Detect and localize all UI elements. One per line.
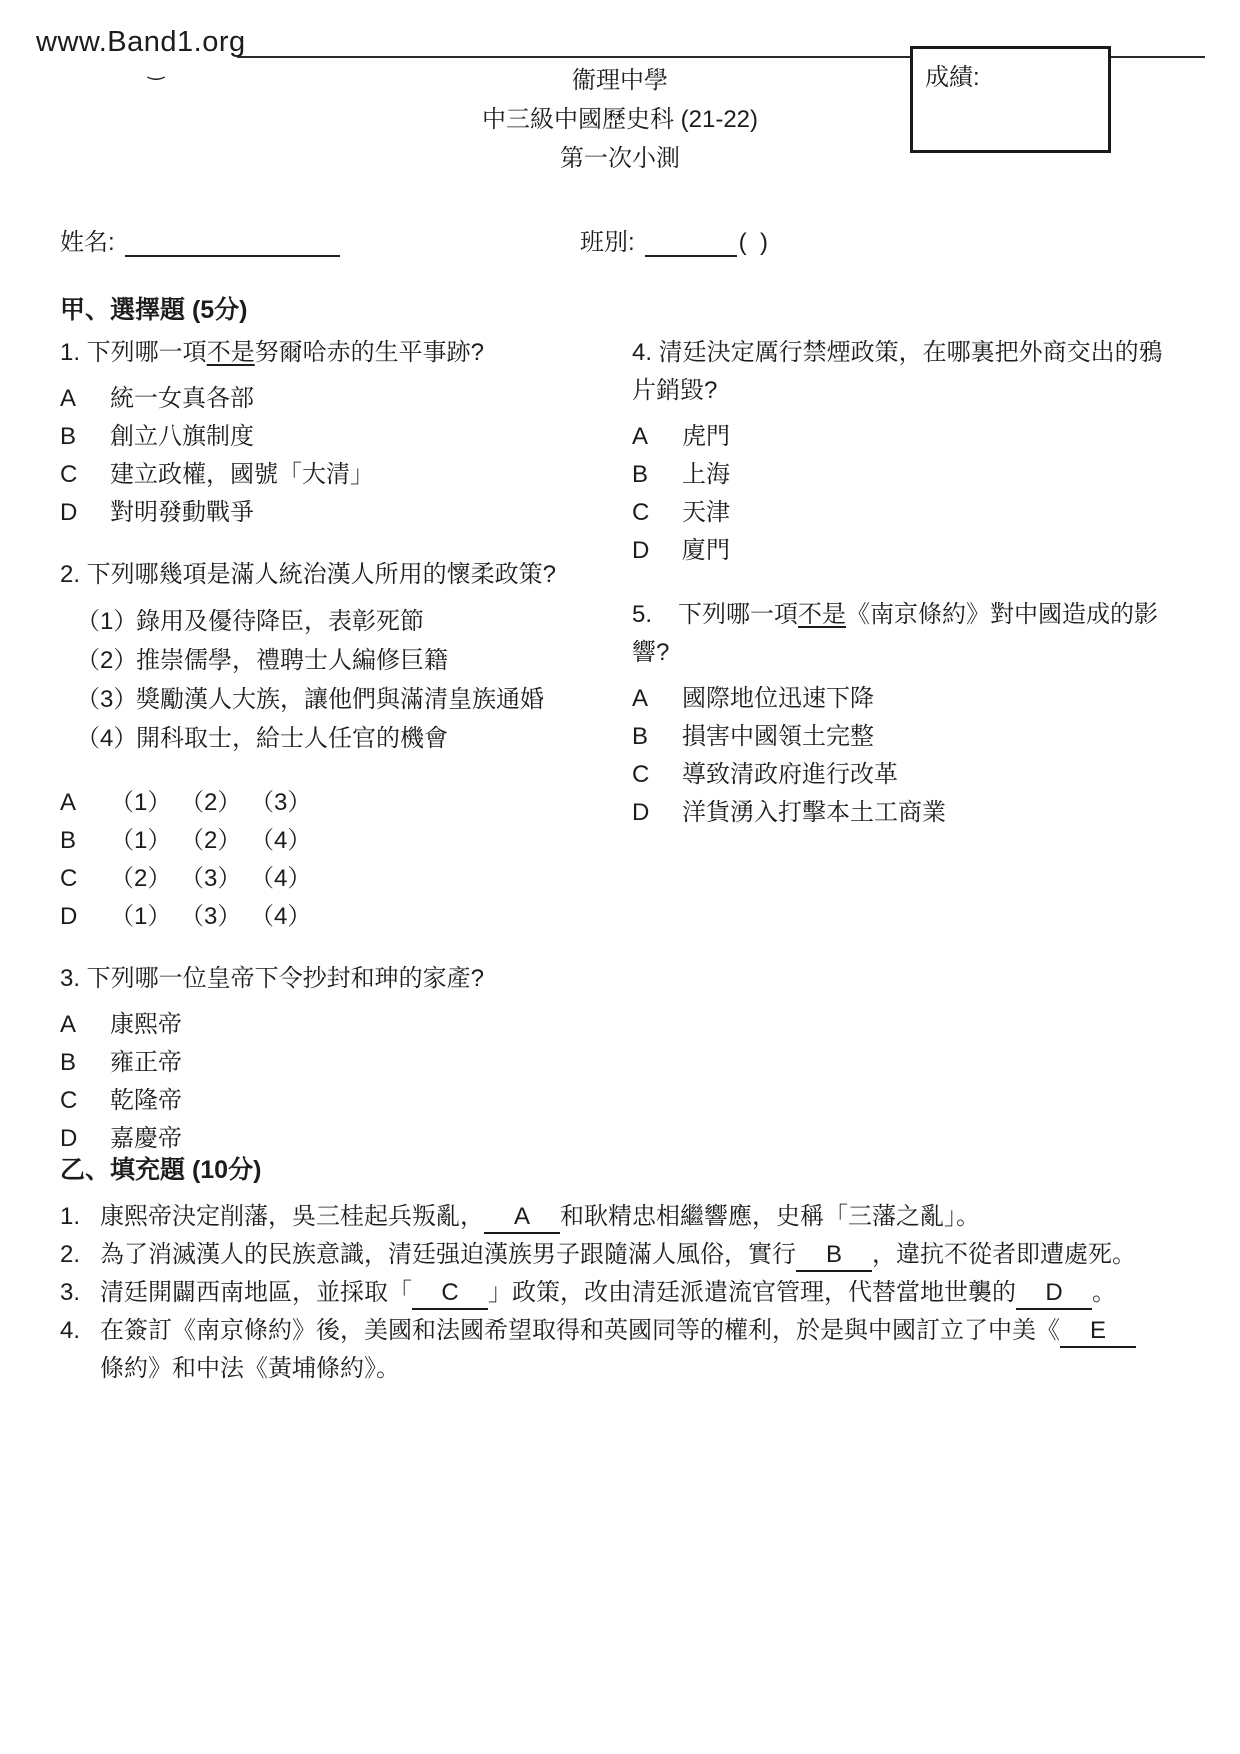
section-b (60, 1150, 1190, 1388)
combo-item: （4） (250, 903, 312, 930)
fill-segment: ，違抗不從者即遭處死。 (872, 1241, 1136, 1268)
question-5-pre: 下列哪一項 (678, 601, 799, 628)
option-letter: B (632, 723, 649, 750)
option-row (632, 718, 1177, 756)
score-box (910, 46, 1111, 153)
fill-blank-C: C (412, 1278, 488, 1310)
option-text: 建立政權，國號「大清」 (110, 461, 374, 488)
option-letter: D (632, 799, 650, 826)
question-1 (60, 334, 620, 532)
fill-segment: 和耿精忠相繼響應，史稱「三藩之亂」。 (560, 1203, 980, 1230)
option-letter: A (60, 789, 77, 816)
question-5 (632, 596, 1177, 832)
option-row (60, 898, 620, 936)
fill-item-number: 1. (60, 1203, 81, 1230)
question-2-options (60, 784, 620, 936)
question-5-underlined: 不是 (798, 601, 847, 628)
option-text: 損害中國領土完整 (682, 723, 874, 750)
statement-text: 錄用及優待降臣，表彰死節 (136, 608, 424, 635)
option-row (60, 418, 620, 456)
option-text: 導致清政府進行改革 (682, 761, 898, 788)
questions-column-right (632, 334, 1177, 832)
combo-item: （3） (250, 789, 312, 816)
question-4-text: 4. 清廷決定厲行禁煙政策，在哪裏把外商交出的鴉片銷毀? (632, 339, 1163, 404)
option-text: 廈門 (682, 537, 730, 564)
combo-item: （4） (250, 827, 312, 854)
combo-item: （4） (250, 865, 312, 892)
fill-item-3 (60, 1274, 1190, 1312)
question-5-number: 5. (632, 601, 653, 628)
combo-item: （2） (110, 865, 172, 892)
fill-segment: 」政策，改由清廷派遣流官管理，代替當地世襲的 (488, 1279, 1016, 1306)
name-field (125, 233, 340, 257)
question-1-pre: 1. 下列哪一項 (60, 339, 207, 366)
option-row (60, 860, 620, 898)
option-row (60, 456, 620, 494)
fill-item-text (100, 1312, 1140, 1388)
option-letter: B (60, 1049, 77, 1076)
fill-item-text (100, 1198, 1140, 1236)
fill-item-1 (60, 1198, 1190, 1236)
question-1-underlined: 不是 (206, 339, 255, 366)
question-3-options (60, 1006, 620, 1158)
option-text: 創立八旗制度 (110, 423, 254, 450)
option-row (632, 680, 1177, 718)
fill-segment: 在簽訂《南京條約》後，美國和法國希望取得和英國同等的權利，於是與中國訂立了中美《 (100, 1317, 1060, 1344)
fill-blank-D: D (1016, 1278, 1092, 1310)
option-letter: C (632, 499, 650, 526)
logo-smile-mark: ‿ (148, 58, 165, 80)
school-name: 衞理中學 (572, 67, 668, 94)
option-letter: C (60, 1087, 78, 1114)
option-text: 乾隆帝 (110, 1087, 182, 1114)
option-letter: C (60, 461, 78, 488)
option-text: 統一女真各部 (110, 385, 254, 412)
combo-item: （1） (110, 789, 172, 816)
option-row (632, 456, 1177, 494)
option-row (60, 1006, 620, 1044)
question-2-text: 2. 下列哪幾項是滿人統治漢人所用的懷柔政策? (60, 561, 557, 588)
option-letter: C (60, 865, 78, 892)
statement-row (76, 680, 620, 719)
option-row (60, 380, 620, 418)
question-4-options (632, 418, 1177, 570)
watermark-text: www.Band1.org (36, 26, 246, 58)
fill-item-number: 2. (60, 1241, 81, 1268)
fill-segment: 條約》和中法《黃埔條約》。 (100, 1355, 400, 1382)
option-text: 對明發動戰爭 (110, 499, 254, 526)
option-letter: D (60, 499, 78, 526)
name-row (60, 222, 340, 257)
section-a-heading: 甲、選擇題 (5分) (60, 296, 248, 324)
option-row (632, 532, 1177, 570)
option-letter: A (632, 423, 649, 450)
option-letter: B (632, 461, 649, 488)
option-text: 康熙帝 (110, 1011, 182, 1038)
fill-segment: 為了消滅漢人的民族意識，清廷强迫漢族男子跟隨滿人風俗，實行 (100, 1241, 796, 1268)
fill-segment: 。 (1092, 1279, 1116, 1306)
fill-blank-B: B (796, 1240, 872, 1272)
option-row (60, 494, 620, 532)
question-5-post: 《南京條約》對中國造成的影響? (632, 601, 1159, 666)
option-letter: A (60, 385, 77, 412)
fill-segment: 清廷開闢西南地區，並採取「 (100, 1279, 412, 1306)
statement-number: （4） (76, 725, 138, 752)
option-letter: D (60, 903, 78, 930)
option-text: 洋貨湧入打擊本土工商業 (682, 799, 946, 826)
question-5-text (632, 596, 1177, 672)
class-paren: ( ) (738, 229, 768, 256)
option-text: 虎門 (682, 423, 730, 450)
option-text: 雍正帝 (110, 1049, 182, 1076)
option-row (632, 756, 1177, 794)
section-b-heading: 乙、填充題 (10分) (60, 1156, 262, 1184)
combo-item: （2） (180, 827, 242, 854)
statement-row (76, 602, 620, 641)
option-text: 國際地位迅速下降 (682, 685, 874, 712)
statement-text: 開科取士，給士人任官的機會 (136, 725, 448, 752)
course-title: 中三級中國歷史科 (21-22) (481, 106, 759, 133)
fill-item-number: 3. (60, 1279, 81, 1306)
fill-blank-A: A (484, 1202, 560, 1234)
option-row (632, 418, 1177, 456)
option-row (60, 784, 620, 822)
option-letter: D (60, 1125, 78, 1152)
fill-segment: 康熙帝決定削藩，吳三桂起兵叛亂， (100, 1203, 484, 1230)
option-letter: C (632, 761, 650, 788)
question-1-options (60, 380, 620, 532)
option-text: 天津 (682, 499, 730, 526)
option-letter: B (60, 423, 77, 450)
option-row (60, 1082, 620, 1120)
fill-item-2 (60, 1236, 1190, 1274)
score-label: 成績: (925, 64, 980, 91)
questions-column-left (60, 334, 620, 1158)
question-4 (632, 334, 1177, 570)
question-3 (60, 960, 620, 1158)
option-letter: A (632, 685, 649, 712)
option-text: 嘉慶帝 (110, 1125, 182, 1152)
option-text: 上海 (682, 461, 730, 488)
statement-number: （3） (76, 686, 138, 713)
combo-item: （3） (180, 865, 242, 892)
fill-item-text (100, 1236, 1140, 1274)
name-label: 姓名: (60, 229, 115, 256)
fill-item-number: 4. (60, 1317, 81, 1344)
statement-text: 推崇儒學，禮聘士人編修巨籍 (136, 647, 448, 674)
class-row (580, 222, 768, 257)
option-row (60, 822, 620, 860)
question-1-text (60, 334, 620, 372)
question-1-post: 努爾哈赤的生平事跡? (254, 339, 485, 366)
watermark (36, 26, 246, 80)
fill-items (60, 1198, 1190, 1388)
fill-item-4 (60, 1312, 1190, 1388)
class-label: 班別: (580, 229, 635, 256)
statement-text: 獎勵漢人大族，讓他們與滿清皇族通婚 (136, 686, 544, 713)
option-row (632, 794, 1177, 832)
question-2-statements (60, 602, 620, 758)
statement-row (76, 641, 620, 680)
option-row (60, 1044, 620, 1082)
option-letter: D (632, 537, 650, 564)
combo-item: （1） (110, 827, 172, 854)
question-3-text: 3. 下列哪一位皇帝下令抄封和珅的家產? (60, 965, 485, 992)
fill-blank-E: E (1060, 1316, 1136, 1348)
option-row (632, 494, 1177, 532)
class-field (645, 233, 737, 257)
combo-item: （2） (180, 789, 242, 816)
fill-item-text (100, 1274, 1140, 1312)
question-2 (60, 556, 620, 936)
statement-number: （2） (76, 647, 138, 674)
combo-item: （3） (180, 903, 242, 930)
option-letter: A (60, 1011, 77, 1038)
question-5-options (632, 680, 1177, 832)
option-letter: B (60, 827, 77, 854)
statement-number: （1） (76, 608, 138, 635)
quiz-title: 第一次小測 (560, 145, 680, 172)
statement-row (76, 719, 620, 758)
combo-item: （1） (110, 903, 172, 930)
